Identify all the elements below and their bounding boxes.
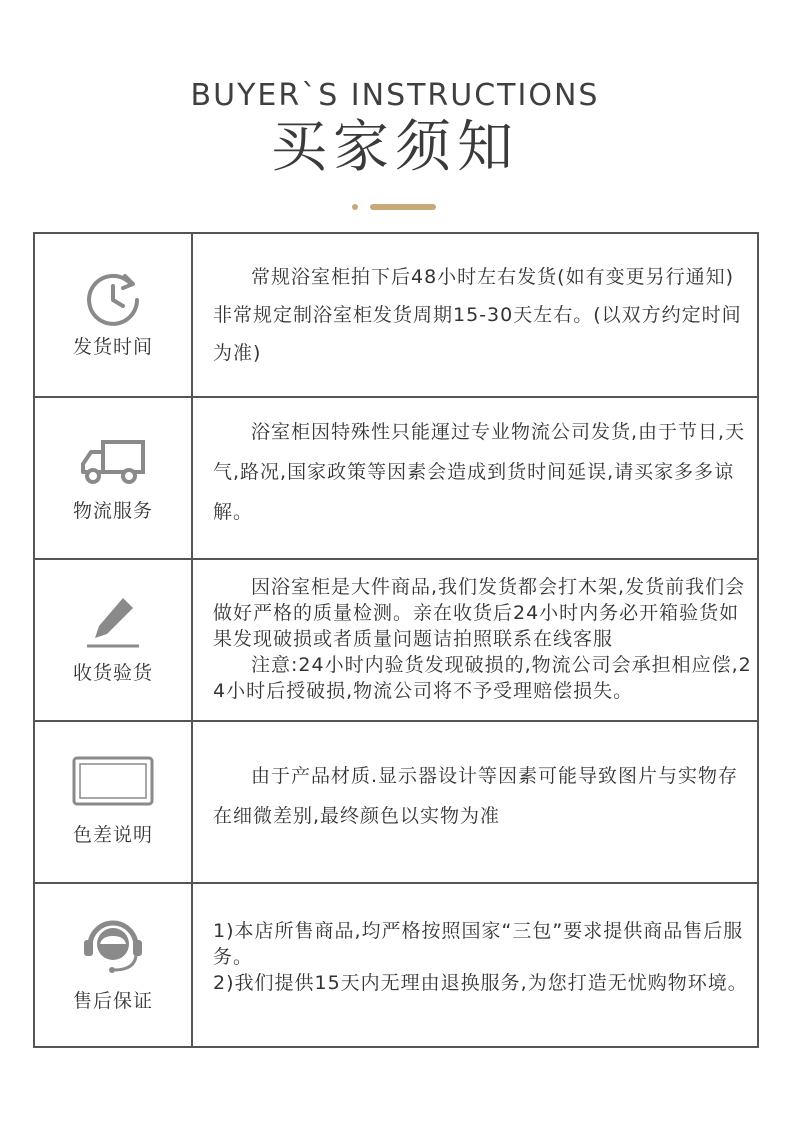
description-cell [213, 884, 753, 1080]
instructions-table [33, 232, 759, 1048]
category-cell [35, 884, 193, 1046]
category-cell [35, 234, 193, 396]
title-english: BUYER`S INSTRUCTIONS [190, 78, 600, 113]
clock-icon [71, 266, 155, 330]
category-cell [35, 722, 193, 882]
description-cell [213, 234, 753, 420]
description-text: 2)我们提供15天内无理由退换服务,为您打造无忧购物环境。 [213, 972, 748, 994]
description-text: 因浴室柜是大件商品,我们发货都会打木架,发货前我们会做好严格的质量检测。亲在收货后24小时内务必开箱验货如果发现破损或者质量问题诘拍照联系在线客服 [213, 576, 746, 650]
category-cell [35, 398, 193, 558]
description-note: 注意:24小时内验货发现破损的,物流公司会承担相应偿,24小时后授破损,物流公司将不予受理赔偿损失。 [213, 654, 752, 702]
row-color-difference [35, 720, 757, 882]
row-after-sales [35, 882, 757, 1046]
category-label: 发货时间 [72, 336, 153, 358]
description-text: 1)本店所售商品,均严格按照国家“三包”要求提供商品售后服务。 [213, 920, 744, 968]
row-logistics [35, 396, 757, 558]
headset-icon [71, 910, 155, 980]
category-label: 售后保证 [72, 990, 153, 1012]
row-inspection [35, 558, 757, 720]
category-label: 物流服务 [72, 500, 153, 522]
pencil-icon [71, 592, 155, 656]
title-chinese: 买家须知 [271, 115, 519, 180]
description-text: 由于产品材质.显示器设计等因素可能导致图片与实物存在细微差别,最终颜色以实物为准 [213, 765, 739, 827]
description-cell [213, 560, 753, 734]
category-cell [35, 560, 193, 720]
category-label: 色差说明 [72, 824, 153, 846]
truck-icon [71, 430, 155, 494]
description-text: 常规浴室柜拍下后48小时左右发货(如有变更另行通知)非常规定制浴室柜发货周期15-30天左右。(以双方约定时间为准) [213, 266, 742, 364]
title-divider [0, 202, 790, 212]
description-text: 浴室柜因特殊性只能運过专业物流公司发货,由于节日,天气,路况,国家政策等因素会造成到货时间延误,请买家多多谅解。 [213, 421, 746, 523]
divider-dot [352, 204, 358, 210]
monitor-icon [71, 754, 155, 818]
row-shipping-time [35, 234, 757, 396]
description-cell [213, 398, 753, 572]
category-label: 收货验货 [72, 662, 153, 684]
divider-bar [370, 204, 436, 210]
